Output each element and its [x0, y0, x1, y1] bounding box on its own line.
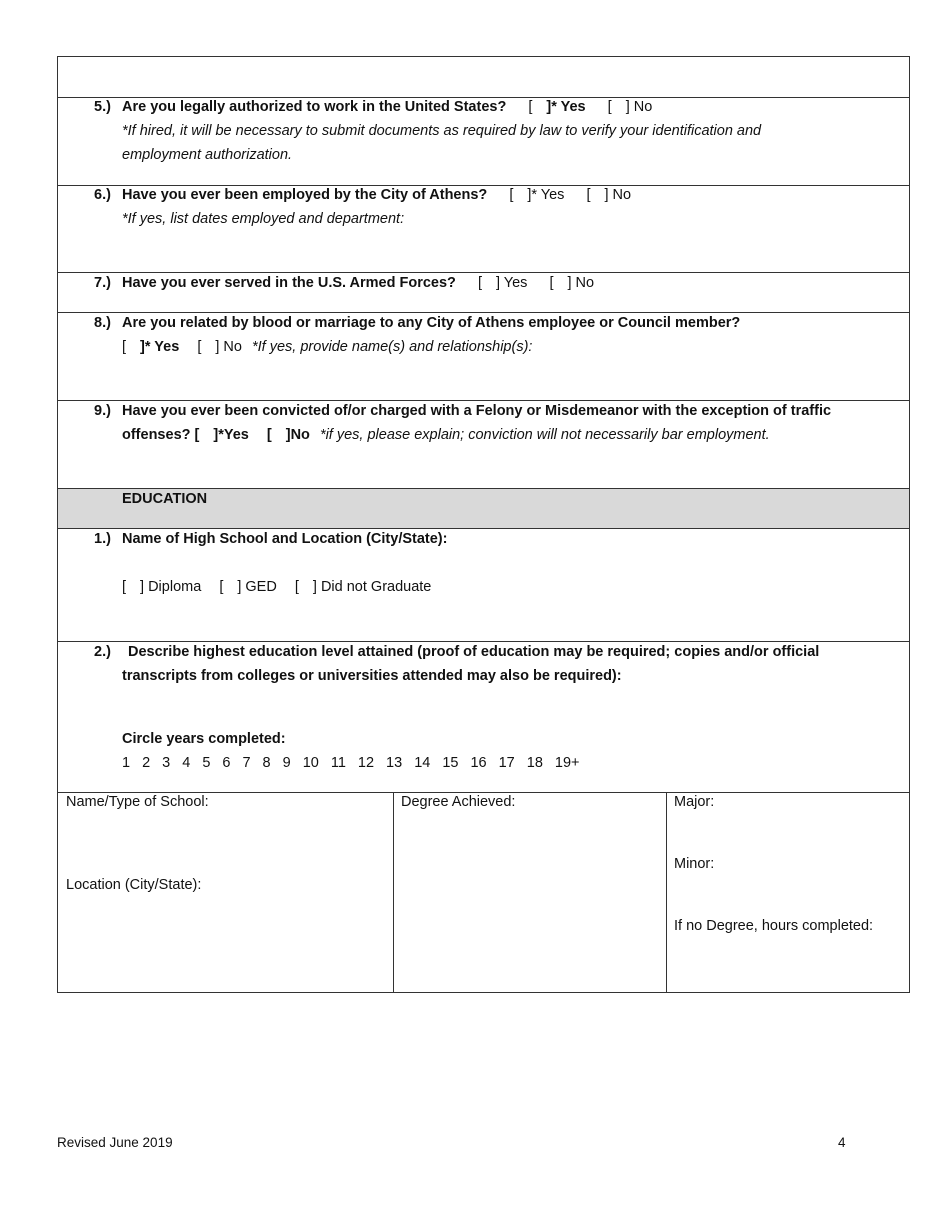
question-number: 2.) [94, 644, 111, 660]
years-list [122, 755, 592, 771]
question-line [122, 275, 594, 291]
note-text: *If hired, it will be necessary to submit documents as required by law to verify your identification and [122, 123, 762, 139]
application-form-table [57, 56, 910, 993]
question-text: Have you ever been employed by the City of Athens? [122, 187, 488, 203]
question-text: Have you ever served in the U.S. Armed Forces? [122, 275, 456, 291]
question-number: 9.) [94, 403, 111, 419]
year-option[interactable]: 3 [162, 755, 171, 771]
education-question-1 [58, 529, 909, 640]
did-not-graduate-checkbox[interactable]: [ ] Did not Graduate [294, 579, 432, 595]
note-text: *If yes, provide name(s) and relationship(s): [251, 339, 533, 355]
year-option[interactable]: 17 [498, 755, 515, 771]
question-6 [58, 186, 909, 272]
column-divider [666, 792, 667, 993]
yes-checkbox[interactable]: [ ]* Yes [528, 99, 586, 115]
circle-years-label: Circle years completed: [122, 731, 286, 747]
year-option[interactable]: 16 [470, 755, 487, 771]
year-option[interactable]: 9 [282, 755, 291, 771]
question-line [122, 187, 631, 203]
question-text: Name of High School and Location (City/State): [122, 531, 448, 547]
year-option[interactable]: 4 [182, 755, 191, 771]
question-9 [58, 401, 909, 488]
year-option[interactable]: 18 [526, 755, 543, 771]
question-8 [58, 313, 909, 400]
question-text: transcripts from colleges or universities attended may also be required): [122, 668, 622, 684]
year-option[interactable]: 15 [442, 755, 459, 771]
year-option[interactable]: 14 [414, 755, 431, 771]
diploma-checkbox[interactable]: [ ] Diploma [122, 579, 202, 595]
year-option[interactable]: 1 [122, 755, 131, 771]
school-name-field[interactable]: Name/Type of School: [66, 794, 209, 810]
hours-completed-field[interactable]: If no Degree, hours completed: [674, 918, 874, 934]
question-text: Are you related by blood or marriage to any City of Athens employee or Council member? [122, 315, 741, 331]
no-checkbox[interactable]: [ ] No [607, 99, 653, 115]
question-text: Are you legally authorized to work in the United States? [122, 99, 507, 115]
no-checkbox[interactable]: [ ] No [586, 187, 632, 203]
yes-checkbox[interactable]: [ ] Yes [477, 275, 528, 291]
education-question-2 [58, 642, 909, 791]
minor-field[interactable]: Minor: [674, 856, 715, 872]
question-line [122, 427, 770, 443]
question-number: 1.) [94, 531, 111, 547]
degree-achieved-field[interactable]: Degree Achieved: [401, 794, 516, 810]
yes-checkbox[interactable]: [ ]* Yes [509, 187, 565, 203]
question-number: 5.) [94, 99, 111, 115]
row-divider [58, 792, 909, 793]
graduation-options [122, 579, 431, 595]
note-text: *If yes, list dates employed and department: [122, 211, 405, 227]
note-text: employment authorization. [122, 147, 293, 163]
question-number: 8.) [94, 315, 111, 331]
revision-date: Revised June 2019 [57, 1135, 173, 1150]
year-option[interactable]: 2 [142, 755, 151, 771]
question-7 [58, 273, 909, 312]
question-number: 6.) [94, 187, 111, 203]
question-options-line [122, 339, 532, 355]
year-option[interactable]: 19+ [554, 755, 580, 771]
education-header-band [58, 489, 909, 528]
question-5 [58, 97, 909, 185]
question-line [122, 99, 652, 115]
no-checkbox[interactable]: [ ]No [266, 427, 310, 443]
year-option[interactable]: 12 [357, 755, 375, 771]
year-option[interactable]: 10 [302, 755, 319, 771]
year-option[interactable]: 7 [242, 755, 251, 771]
year-option[interactable]: 5 [202, 755, 211, 771]
school-location-field[interactable]: Location (City/State): [66, 877, 202, 893]
question-text: Have you ever been convicted of/or charged with a Felony or Misdemeanor with the exception of traffic [122, 403, 832, 419]
no-checkbox[interactable]: [ ] No [549, 275, 595, 291]
note-text: *if yes, please explain; conviction will not necessarily bar employment. [319, 427, 770, 443]
major-field[interactable]: Major: [674, 794, 715, 810]
section-heading: EDUCATION [122, 491, 208, 507]
year-option[interactable]: 11 [330, 755, 346, 771]
yes-checkbox[interactable]: ]*Yes [213, 427, 249, 443]
ged-checkbox[interactable]: [ ] GED [219, 579, 277, 595]
yes-checkbox[interactable]: [ ]* Yes [122, 339, 180, 355]
year-option[interactable]: 13 [386, 755, 403, 771]
year-option[interactable]: 6 [222, 755, 231, 771]
question-text: Describe highest education level attained (proof of education may be required; copies and/or official [128, 644, 820, 660]
year-option[interactable]: 8 [262, 755, 271, 771]
question-number: 7.) [94, 275, 111, 291]
page-number: 4 [838, 1135, 846, 1150]
question-text: offenses? [ [122, 427, 200, 443]
no-checkbox[interactable]: [ ] No [197, 339, 242, 355]
column-divider [393, 792, 394, 993]
